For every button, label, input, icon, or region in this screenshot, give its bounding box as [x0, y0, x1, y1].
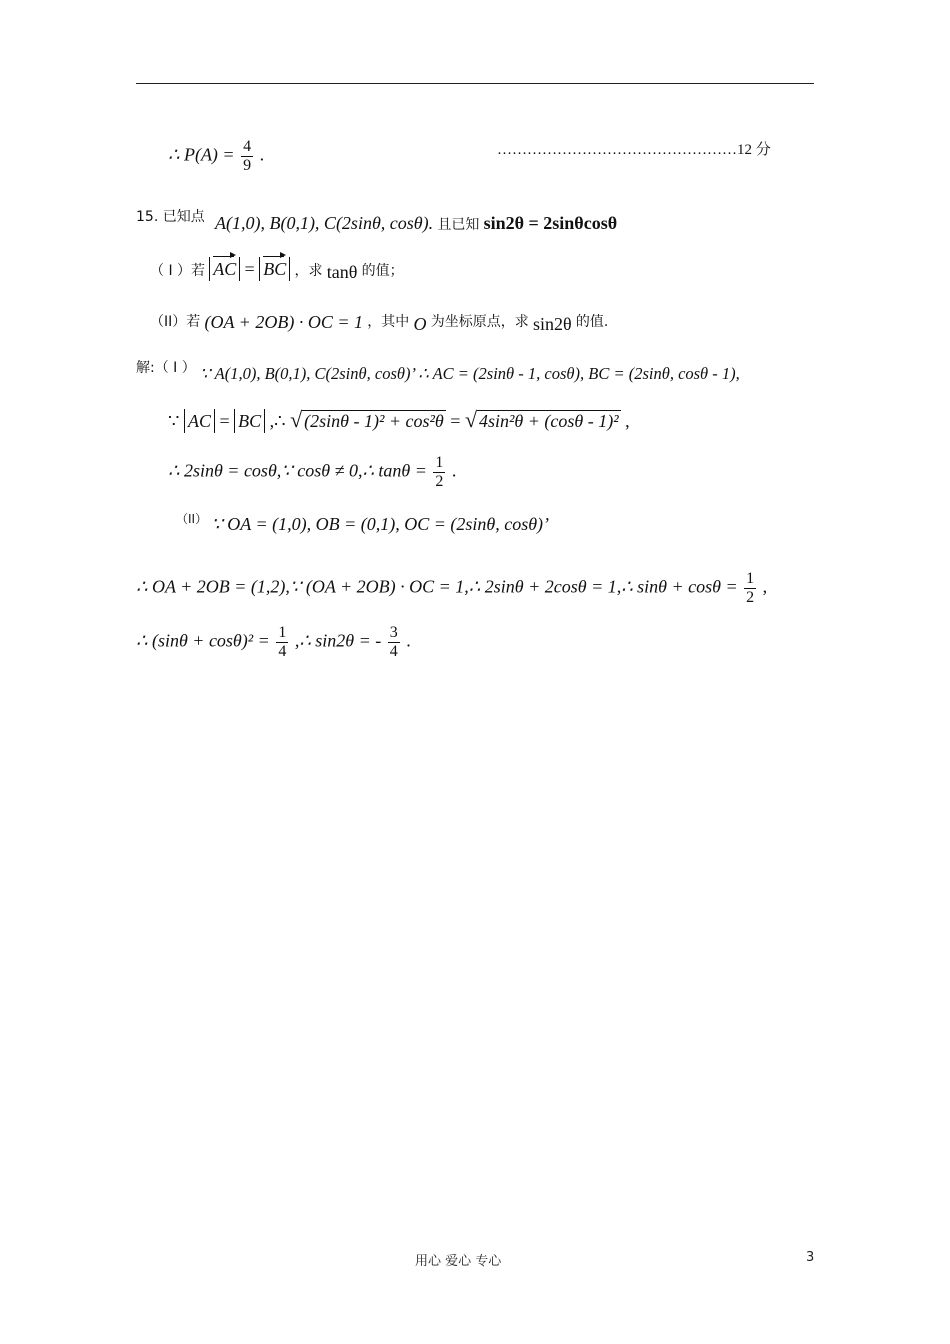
identity: sin2θ = 2sinθcosθ — [483, 213, 618, 233]
solution-line-6 — [136, 624, 411, 661]
radicand-1: (2sinθ - 1)² + cos²θ — [304, 411, 444, 431]
question-points: A(1,0), B(0,1), C(2sinθ, cosθ). — [214, 213, 434, 233]
part-1-end: 的值； — [361, 263, 404, 279]
solution-6-mid: ,∴ sin2θ = - — [294, 630, 382, 651]
header-rule — [136, 83, 814, 84]
therefore-1: ,∴ — [269, 411, 286, 431]
part-2-expr: (OA + 2OB) · OC = 1 — [204, 312, 363, 332]
part-2-solution-label: （II） — [176, 512, 208, 526]
sin-2theta: sin2θ — [532, 314, 572, 334]
solution-4-math: ∵ OA = (1,0), OB = (0,1), OC = (2sinθ, cosθ)’ — [211, 514, 550, 534]
part-1-mid: ，求 — [294, 263, 323, 279]
question-15 — [136, 204, 618, 233]
question-number: 15. 已知点 — [136, 209, 205, 225]
solution-line-3 — [168, 454, 456, 491]
frac-den-2: 2 — [746, 589, 755, 606]
solution-line-5 — [136, 570, 767, 607]
period-2: . — [406, 630, 411, 651]
probability-result: ∴ P(A) = $\frac{4}{9}$ . — [168, 138, 265, 174]
solution-line-2: ∵ AC = BC ,∴ √ (2sinθ - 1)² + cos²θ = √ 4sin²θ + (cosθ - 1)² , — [168, 407, 630, 432]
tan-theta: tanθ — [326, 262, 358, 282]
question-tail: 且已知 — [437, 217, 480, 233]
frac-den-4: 4 — [389, 643, 398, 660]
solution-label: 解:（ I ） — [136, 360, 196, 376]
radicand-2: 4sin²θ + (cosθ - 1)² — [479, 411, 619, 431]
score-dots: …………………………………………12 分 — [497, 142, 771, 158]
part-2-label: （II）若 — [150, 314, 201, 330]
frac-den-3: 4 — [278, 643, 287, 660]
because-1: ∵ — [168, 411, 180, 431]
frac-num-3: 1 — [278, 624, 287, 641]
frac-num-2: 1 — [746, 570, 755, 587]
part-2-end: 的值. — [575, 314, 609, 330]
solution-1-math: ∵ A(1,0), B(0,1), C(2sinθ, cosθ)’ ∴ AC = (2sinθ - 1, cosθ), BC = (2sinθ, cosθ - 1), — [200, 364, 740, 383]
frac-num: 1 — [435, 454, 444, 471]
abs-ac: AC — [209, 257, 240, 281]
solution-6-math: ∴ (sinθ + cosθ)² = — [136, 630, 270, 651]
part-2-mid2: 为坐标原点，求 — [430, 314, 529, 330]
frac-num-4: 3 — [389, 624, 398, 641]
equals-sign: = — [450, 411, 461, 431]
part-1: （ I ）若 AC = BC ，求 tanθ 的值； — [150, 259, 404, 282]
abs-bc: BC — [259, 257, 290, 281]
part-2 — [150, 309, 608, 333]
comma-1: , — [625, 411, 630, 431]
page-number: 3 — [806, 1250, 815, 1265]
frac-den: 2 — [435, 473, 444, 490]
origin-o: O — [413, 314, 427, 334]
solution-3-math: ∴ 2sinθ = cosθ,∵ cosθ ≠ 0,∴ tanθ = — [168, 460, 427, 481]
solution-5-math: ∴ OA + 2OB = (1,2),∵ (OA + 2OB) · OC = 1,∴ 2sinθ + 2cosθ = 1,∴ sinθ + cosθ = — [136, 576, 738, 597]
part-1-label: （ I ）若 — [150, 263, 206, 279]
comma-2: , — [762, 576, 768, 597]
footer-motto: 用心 爱心 专心 — [415, 1254, 502, 1269]
part-2-mid: ，其中 — [367, 314, 410, 330]
period-1: . — [451, 460, 457, 481]
solution-line-4 — [176, 506, 550, 534]
solution-line-1 — [136, 356, 740, 383]
